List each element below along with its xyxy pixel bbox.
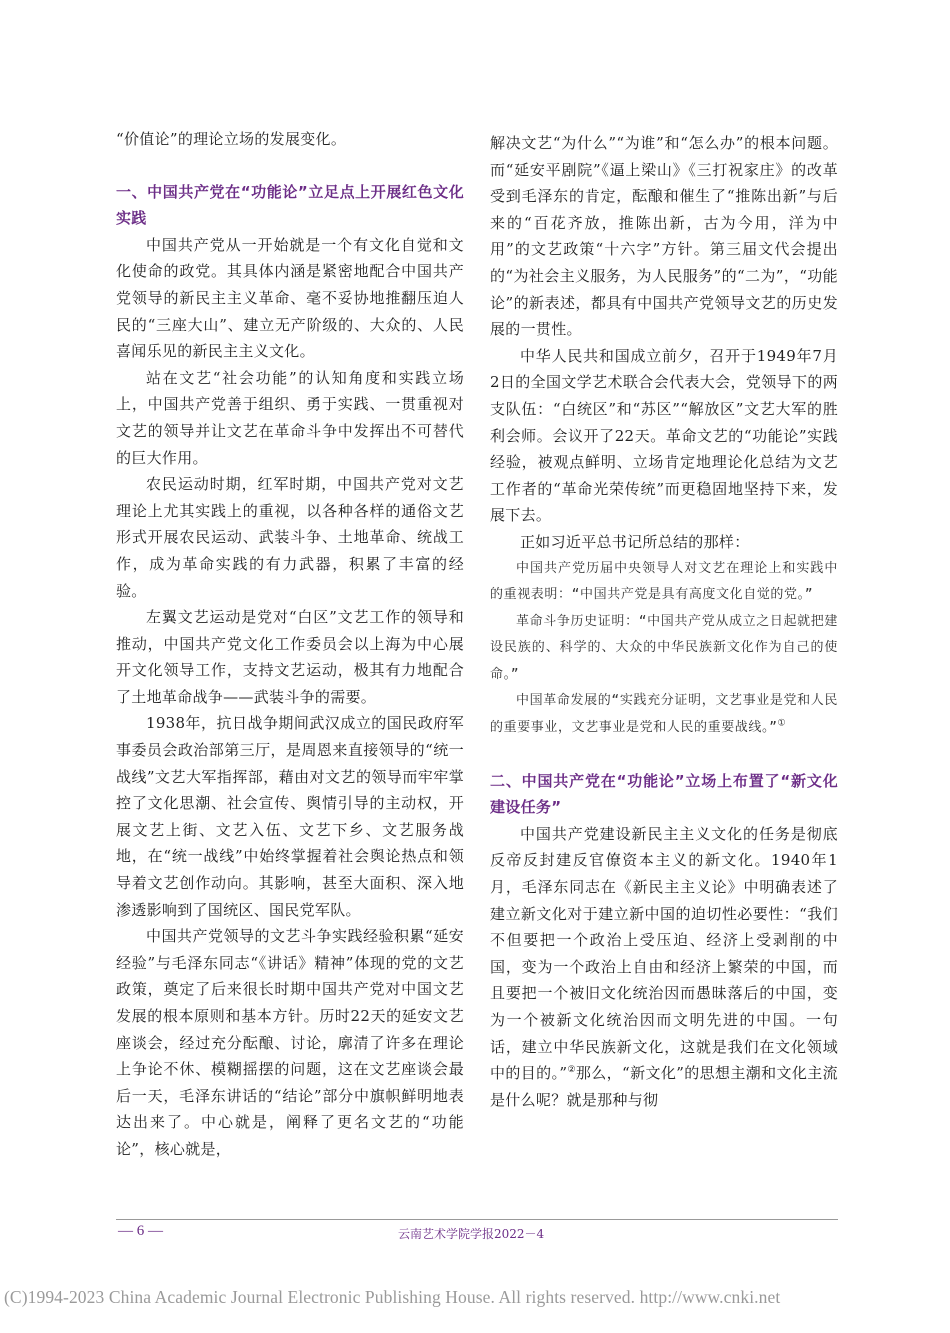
paragraph: 1938年，抗日战争期间武汉成立的国民政府军事委员会政治部第三厅，是周恩来直接领导的“统一战线”文艺大军指挥部，藉由对文艺的领导而牢牢掌控了文化思潮、社会宣传、舆情引导的主动权，开展文艺上街、文艺入伍、文艺下乡、文艺服务战地，在“统一战线”中始终掌握着社会舆论热点和领导着文艺创作动向。其影响，甚至大面积、深入地渗透影响到了国统区、国民党军队。 bbox=[116, 714, 464, 919]
paragraph: 左翼文艺运动是党对“白区”文艺工作的领导和推动，中国共产党文化工作委员会以上海为中心展开文化领导工作，支持文艺运动，极其有力地配合了土地革命战争——武装斗争的需要。 bbox=[116, 608, 464, 706]
paragraph-text: 那么，“新文化”的思想主潮和文化主流是什么呢？就是那种与彻 bbox=[490, 1064, 838, 1109]
footnote-marker[interactable]: ② bbox=[567, 1065, 576, 1076]
paragraph: 解决文艺“为什么”“为谁”和“怎么办”的根本问题。而“延安平剧院”《逼上梁山》《三打祝家庄》的改革受到毛泽东的肯定，酝酿和催生了“推陈出新”与后来的“百花齐放，推陈出新，古为今用，洋为中用”的文艺政策“十六字”方针。第三届文代会提出的“为社会主义服务，为人民服务”的“二为”，“功能论”的新表述，都具有中国共产党领导文艺的历史发展的一贯性。 bbox=[490, 134, 838, 339]
paragraph: 农民运动时期，红军时期，中国共产党对文艺理论上尤其实践上的重视，以各种各样的通俗文艺形式开展农民运动、武装斗争、土地革命、统战工作，成为革命实践的有力武器，积累了丰富的经验。 bbox=[116, 475, 464, 600]
right-column bbox=[490, 130, 838, 1113]
page-number: — 6 — bbox=[118, 1223, 163, 1239]
section-heading-1: 一、中国共产党在“功能论”立足点上开展红色文化实践 bbox=[116, 182, 464, 228]
paragraph: 正如习近平总书记所总结的那样： bbox=[520, 532, 750, 551]
footnote-marker[interactable]: ① bbox=[777, 718, 787, 729]
quote-text: 革命斗争历史证明：“中国共产党从成立之日起就把建设民族的、科学的、大众的中华民族新文化作为自己的使命。” bbox=[490, 613, 838, 682]
paragraph: 中华人民共和国成立前夕，召开于1949年7月2日的全国文学艺术联合会代表大会，党领导下的两支队伍：“白统区”和“苏区”“解放区”文艺大军的胜利会师。会议开了22天。革命文艺的“功能论”实践经验，被观点鲜明、立场肯定地理论化总结为文艺工作者的“革命光荣传统”而更稳固地坚持下来，发展下去。 bbox=[490, 346, 838, 525]
paragraph bbox=[490, 821, 838, 1114]
footer-divider bbox=[116, 1219, 838, 1220]
section-heading-2: 二、中国共产党在“功能论”立场上布置了“新文化建设任务” bbox=[490, 771, 838, 817]
paragraph: “价值论”的理论立场的发展变化。 bbox=[116, 130, 347, 148]
paragraph: 中国共产党领导的文艺斗争实践经验积累“延安经验”与毛泽东同志“《讲话》精神”体现的党的文艺政策，奠定了后来很长时期中国共产党对中国文艺发展的根本原则和基本方针。历时22天的延安文艺座谈会，经过充分酝酿、讨论，廓清了许多在理论上争论不休、模糊摇摆的问题，这在文艺座谈会最后一天，毛泽东讲话的“结论”部分中旗帜鲜明地表达出来了。中心就是，阐释了更名文艺的“功能论”，核心就是， bbox=[116, 927, 464, 1158]
quote-paragraph bbox=[490, 609, 838, 689]
left-column bbox=[116, 126, 464, 1163]
paragraph: 站在文艺“社会功能”的认知角度和实践立场上，中国共产党善于组织、勇于实践、一贯重视对文艺的领导并让文艺在革命斗争中发挥出不可替代的巨大作用。 bbox=[116, 368, 464, 467]
block-quote bbox=[490, 556, 838, 742]
paragraph-text: 中国共产党建设新民主主义文化的任务是彻底反帝反封建反官僚资本主义的新文化。1940年1月，毛泽东同志在《新民主主义论》中明确表述了建立新文化对于建立新中国的迫切性必要性：“我们不但要把一个政治上受压迫、经济上受剥削的中国，变为一个政治上自由和经济上繁荣的中国，而且要把一个被旧文化统治因而愚昧落后的中国，变为一个被新文化统治因而文明先进的中国。一句话，建立中华民族新文化，这就是我们在文化领域中的目的。” bbox=[490, 824, 838, 1083]
quote-text: 中国革命发展的“实践充分证明，文艺事业是党和人民的重要事业，文艺事业是党和人民的重要战线。” bbox=[490, 693, 838, 736]
journal-name: 云南艺术学院学报2022－4 bbox=[398, 1227, 545, 1241]
quote-paragraph: 中国共产党历届中央领导人对文艺在理论上和实践中的重视表明：“中国共产党是具有高度文化自觉的党。” bbox=[490, 560, 838, 603]
quote-paragraph bbox=[490, 688, 838, 741]
copyright-notice: (C)1994-2023 China Academic Journal Electronic Publishing House. All rights reserved. http://www.cnki.net bbox=[4, 1287, 781, 1307]
paragraph: 中国共产党从一开始就是一个有文化自觉和文化使命的政党。其具体内涵是紧密地配合中国共产党领导的新民主主义革命、毫不妥协地推翻压迫人民的“三座大山”、建立无产阶级的、大众的、人民喜闻乐见的新民主主义文化。 bbox=[116, 235, 464, 361]
